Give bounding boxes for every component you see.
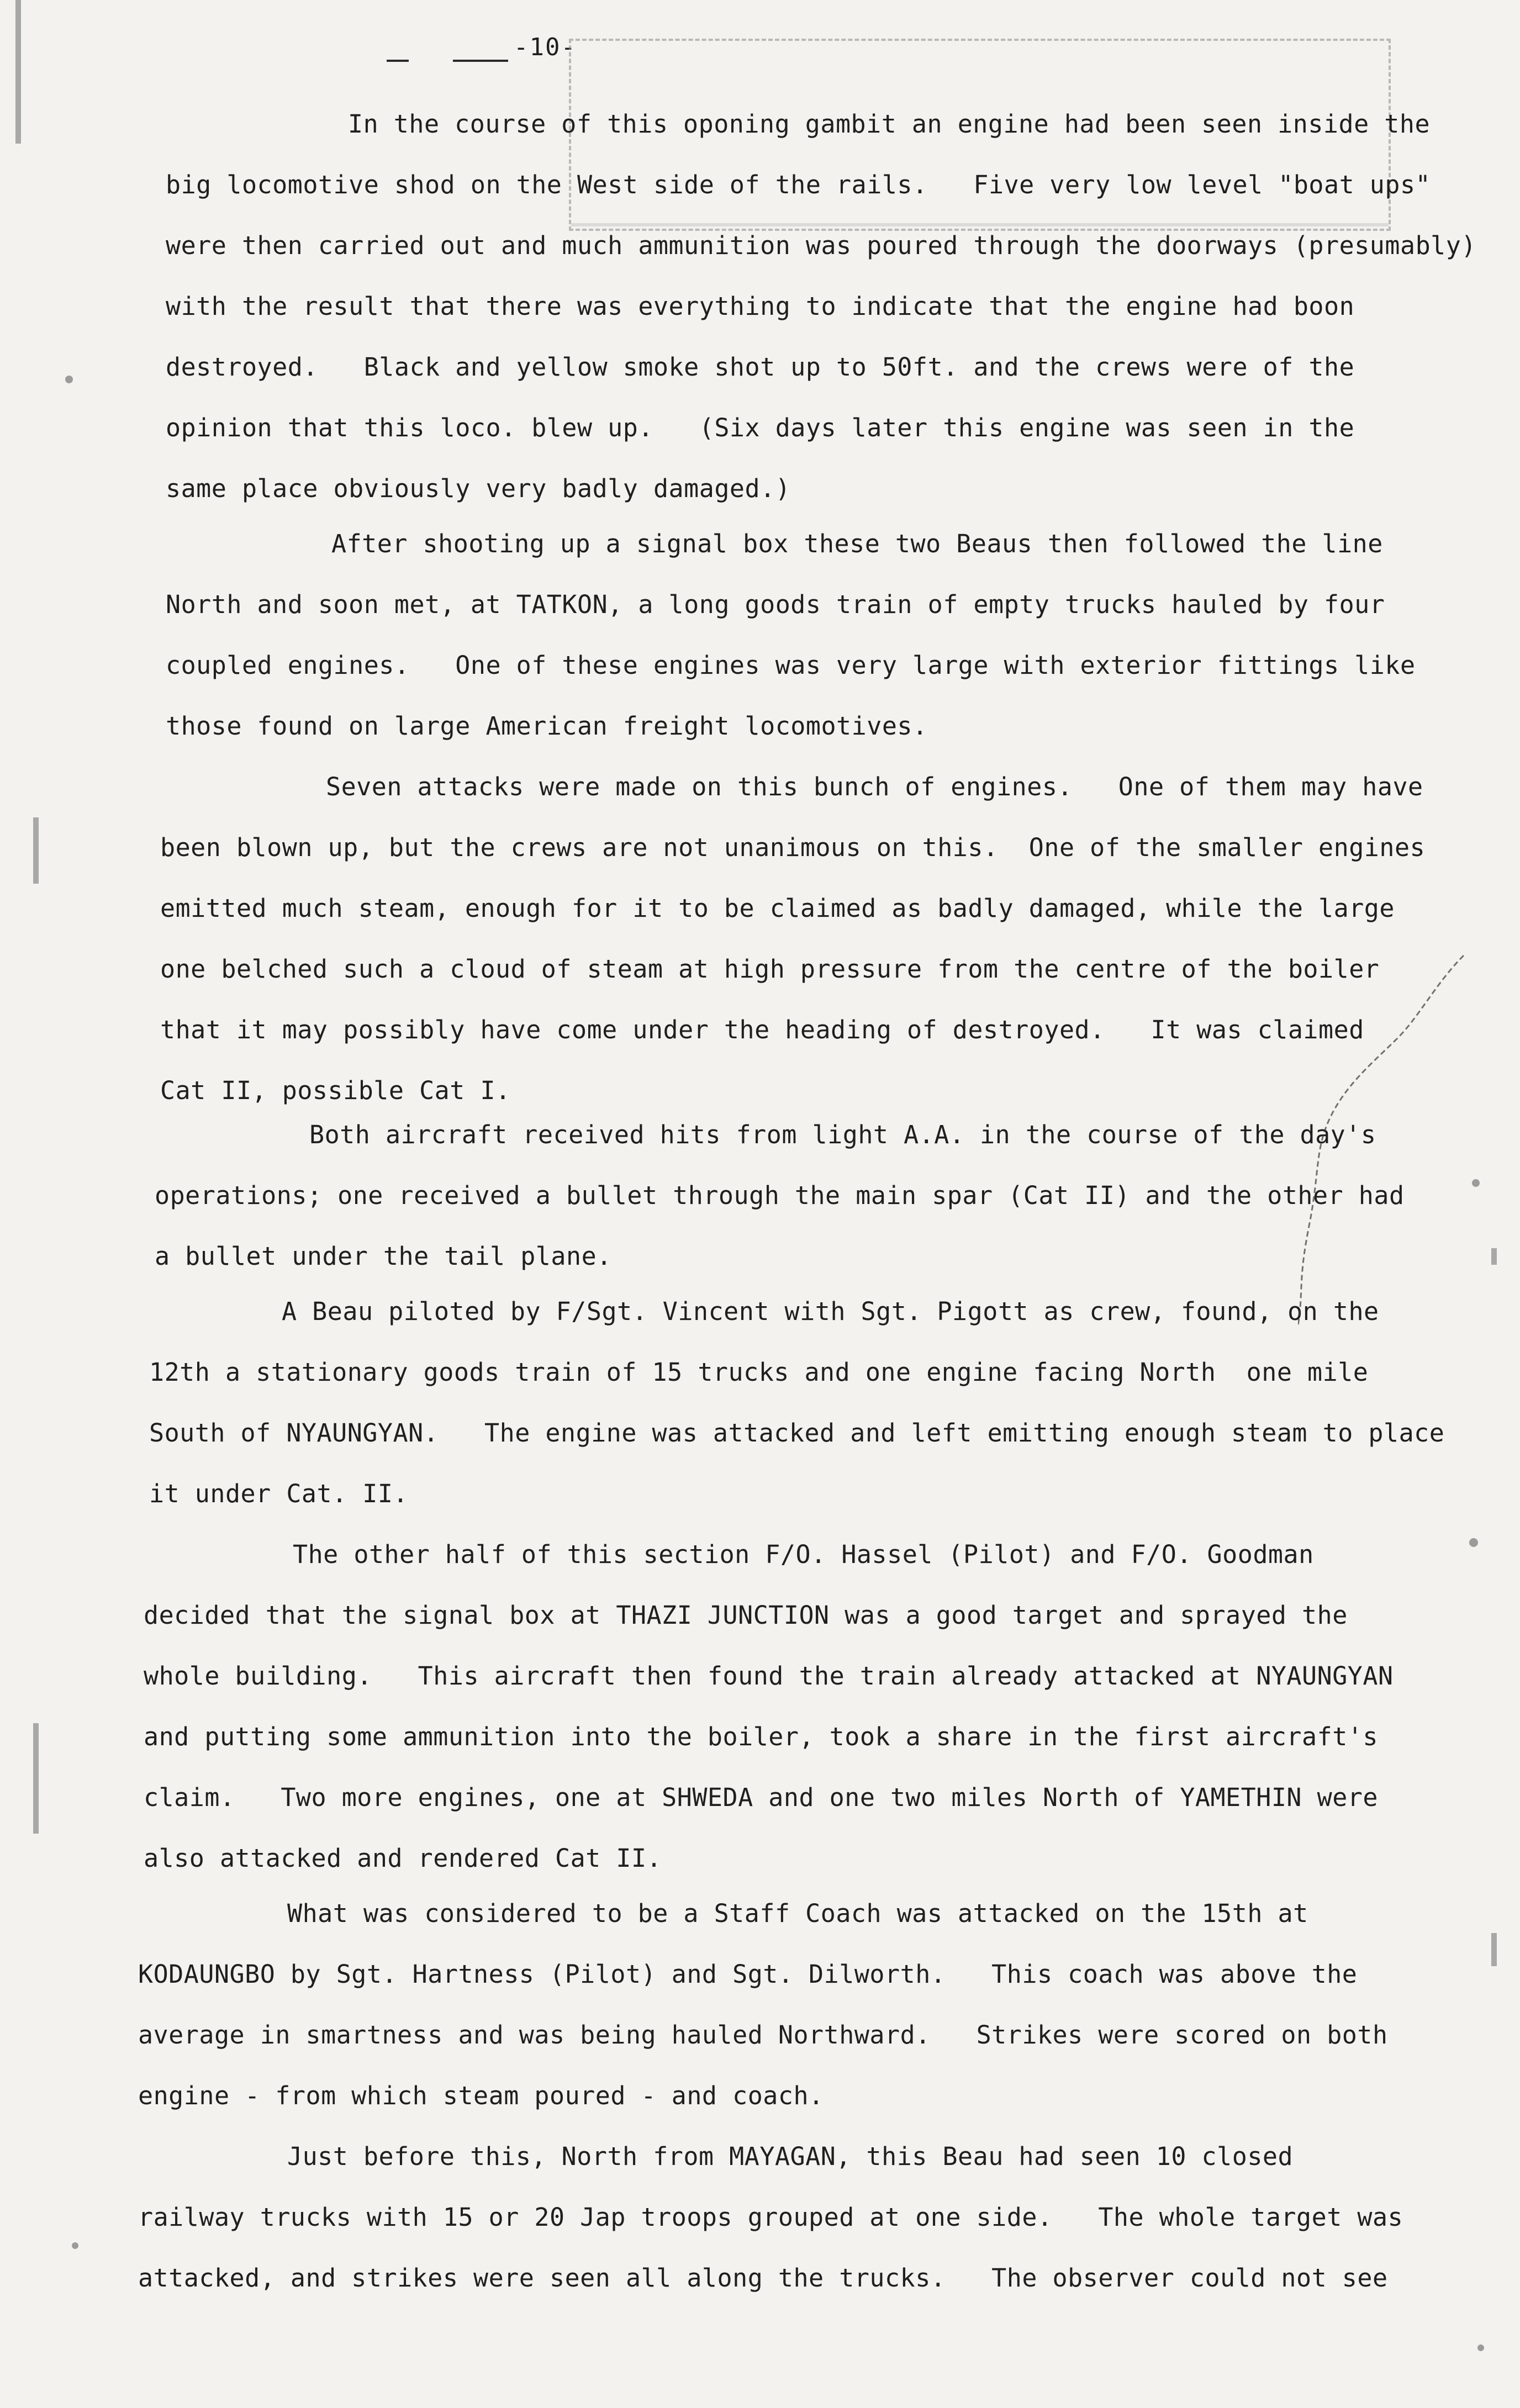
paragraph-line: 12th a stationary goods train of 15 trucks and one engine facing North one mile: [149, 1358, 1369, 1387]
right-edge-mark: [1491, 1933, 1497, 1966]
paragraph-line: it under Cat. II.: [149, 1479, 409, 1508]
paragraph-line: same place obviously very badly damaged.): [166, 474, 791, 503]
page-number: -10-: [514, 33, 577, 61]
paragraph-line: one belched such a cloud of steam at high pressure from the centre of the boiler: [160, 954, 1380, 984]
paragraph-line: with the result that there was everything to indicate that the engine had boon: [166, 292, 1355, 321]
paragraph-line: North and soon met, at TATKON, a long goods train of empty trucks hauled by four: [166, 590, 1385, 619]
paragraph-line: and putting some ammunition into the boiler, took a share in the first aircraft's: [144, 1722, 1378, 1751]
paragraph-line: operations; one received a bullet through the main spar (Cat II) and the other had: [155, 1181, 1405, 1210]
paragraph-line: were then carried out and much ammunition was poured through the doorways (presumably): [166, 231, 1476, 260]
paragraph-line: claim. Two more engines, one at SHWEDA and one two miles North of YAMETHIN were: [144, 1783, 1378, 1812]
paragraph-line: coupled engines. One of these engines was very large with exterior fittings like: [166, 651, 1416, 680]
scan-speck: [1477, 2344, 1484, 2351]
header-dash-left: [387, 60, 409, 62]
paragraph-5: [149, 1281, 1444, 1524]
paragraph-3: [160, 757, 1425, 1121]
paragraph-line: Seven attacks were made on this bunch of engines. One of them may have: [326, 772, 1423, 801]
paragraph-line: Just before this, North from MAYAGAN, this Beau had seen 10 closed: [287, 2142, 1294, 2171]
paragraph-line: been blown up, but the crews are not unanimous on this. One of the smaller engines: [160, 833, 1426, 862]
paragraph-line: The other half of this section F/O. Hassel (Pilot) and F/O. Goodman: [293, 1540, 1314, 1569]
paragraph-line: attacked, and strikes were seen all along the trucks. The observer could not see: [138, 2263, 1388, 2293]
paragraph-line: big locomotive shod on the West side of the rails. Five very low level "boat ups": [166, 170, 1431, 199]
left-edge-mark: [33, 817, 39, 884]
right-edge-mark: [1491, 1248, 1497, 1265]
paragraph-8: [138, 2126, 1403, 2309]
left-edge-mark: [15, 0, 21, 144]
paragraph-line: railway trucks with 15 or 20 Jap troops grouped at one side. The whole target was: [138, 2203, 1403, 2232]
paragraph-line: a bullet under the tail plane.: [155, 1242, 612, 1271]
scan-speck: [1469, 1538, 1478, 1547]
paragraph-line: average in smartness and was being hauled Northward. Strikes were scored on both: [138, 2020, 1388, 2050]
paragraph-line: emitted much steam, enough for it to be claimed as badly damaged, while the large: [160, 894, 1395, 923]
paragraph-6: [144, 1524, 1394, 1889]
paragraph-line: After shooting up a signal box these two Beaus then followed the line: [331, 529, 1383, 558]
paragraph-line: Both aircraft received hits from light A.A. in the course of the day's: [309, 1120, 1376, 1149]
paragraph-line: Cat II, possible Cat I.: [160, 1076, 511, 1105]
scan-speck: [1472, 1179, 1480, 1187]
scan-speck: [72, 2242, 78, 2249]
paragraph-line: destroyed. Black and yellow smoke shot up to 50ft. and the crews were of the: [166, 352, 1355, 382]
paragraph-line: that it may possibly have come under the heading of destroyed. It was claimed: [160, 1015, 1364, 1044]
paragraph-line: South of NYAUNGYAN. The engine was attacked and left emitting enough steam to place: [149, 1418, 1445, 1448]
header-dash-mid: [453, 60, 508, 62]
paragraph-2: [166, 514, 1416, 757]
paragraph-line: decided that the signal box at THAZI JUNCTION was a good target and sprayed the: [144, 1601, 1348, 1630]
paragraph-line: opinion that this loco. blew up. (Six days later this engine was seen in the: [166, 413, 1355, 442]
paragraph-7: [138, 1883, 1388, 2126]
paragraph-line: In the course of this oponing gambit an engine had been seen inside the: [348, 109, 1431, 139]
scan-speck: [65, 376, 73, 383]
paragraph-1: [166, 94, 1476, 519]
left-edge-mark: [33, 1723, 39, 1834]
paragraph-line: those found on large American freight locomotives.: [166, 711, 928, 741]
paragraph-line: engine - from which steam poured - and coach.: [138, 2081, 824, 2110]
paragraph-line: KODAUNGBO by Sgt. Hartness (Pilot) and Sgt. Dilworth. This coach was above the: [138, 1960, 1358, 1989]
paragraph-line: A Beau piloted by F/Sgt. Vincent with Sgt. Pigott as crew, found, on the: [282, 1297, 1379, 1326]
paragraph-line: also attacked and rendered Cat II.: [144, 1844, 662, 1873]
paragraph-line: What was considered to be a Staff Coach was attacked on the 15th at: [287, 1899, 1308, 1928]
paragraph-line: whole building. This aircraft then found the train already attacked at NYAUNGYAN: [144, 1661, 1394, 1691]
paragraph-4: [155, 1105, 1405, 1287]
